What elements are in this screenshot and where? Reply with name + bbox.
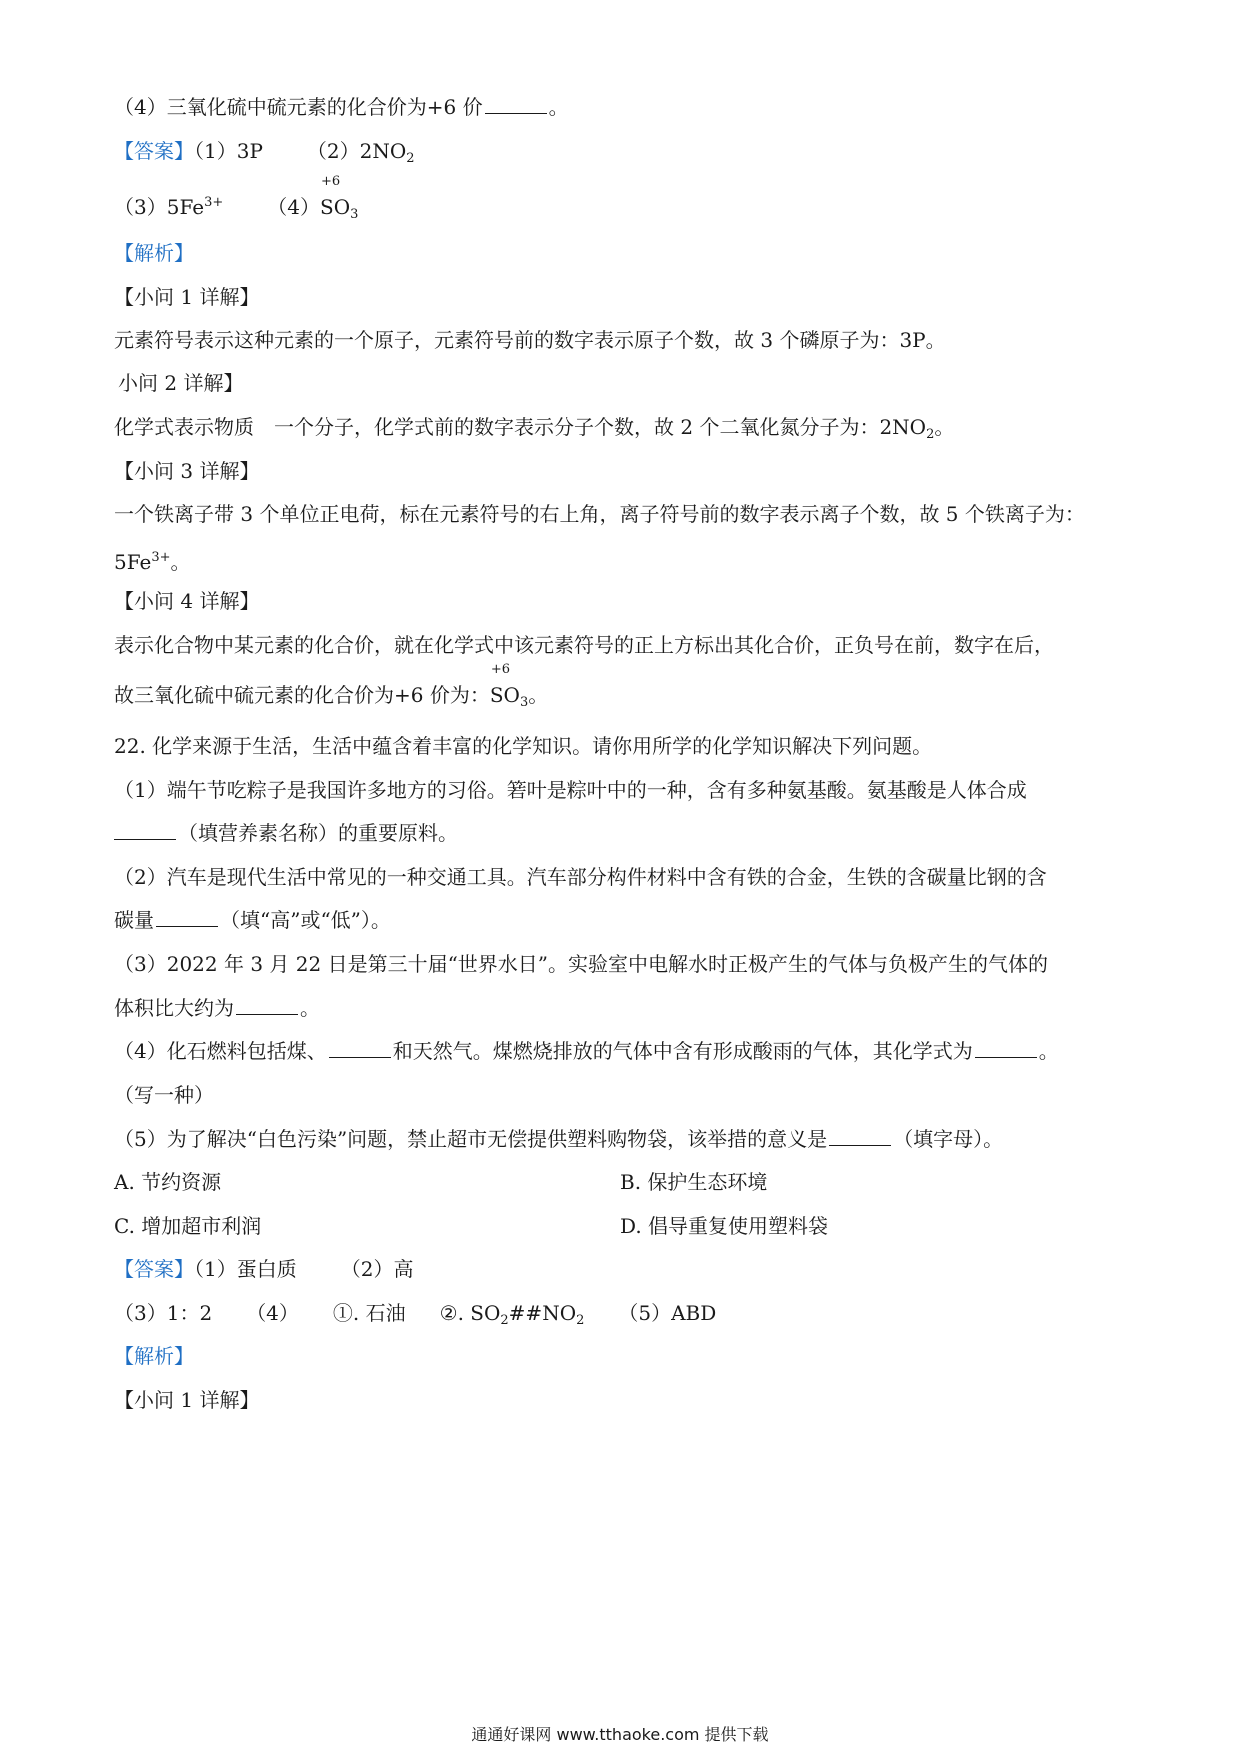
option-a: A. 节约资源 [114,1170,222,1194]
answer-label: 【答案】 [114,139,194,163]
answer-blank [485,95,547,114]
q22-answer-line-2 [114,1298,1130,1336]
answer-blank [329,1039,391,1058]
answer-blank [236,996,298,1015]
answer-item: （1）蛋白质 [194,1257,297,1281]
q22-part2-line1: （2）汽车是现代生活中常见的一种交通工具。汽车部分构件材料中含有铁的合金，生铁的含碳量比钢的含 [114,865,1047,889]
q22-answer-line-1 [114,1254,1130,1284]
q22-part5-prompt: （5）为了解决“白色污染”问题，禁止超市无偿提供塑料购物袋，该举措的意义是 （填字母）。 [114,1127,1004,1151]
q21-answer-line-2: $(3)5Fe^{3+}$ （4） +6 $SO_3$ [114,174,359,222]
q21-sub4-text: 表示化合物中某元素的化合价，就在化学式中该元素符号的正上方标出其化合价，正负号在前，数字在后， [114,633,1054,657]
q21-sub4-text-2: 故三氧化硫中硫元素的化合价为+6 价为： +6 $SO_3$。 [114,662,549,710]
q21-analysis-label: 【解析】 [114,241,194,265]
q21-sub3-heading: 【小问 3 详解】 [114,459,260,483]
answer-blank [156,908,218,927]
answer-item: $(2)2NO_2$ [306,139,415,166]
q22-part4-line1: （4）化石燃料包括煤、 和天然气。煤燃烧排放的气体中含有形成酸雨的气体，其化学式为 。 [114,1039,1059,1063]
q21-sub3-text-2: $5Fe^{3+}$。 [114,550,191,574]
q22-part2-line2: 碳量 （填“高”或“低”）。 [114,908,391,932]
q21-sub1-heading: 【小问 1 详解】 [114,285,260,309]
answer-blank [114,821,176,840]
q21-sub4-heading: 【小问 4 详解】 [114,589,260,613]
q21-part4-prompt [114,92,1130,122]
q22-analysis-label: 【解析】 [114,1344,194,1368]
q22-part1-line2: （填营养素名称）的重要原料。 [114,818,1130,848]
q22-part3-line1: （3）2022 年 3 月 22 日是第三十届“世界水日”。实验室中电解水时正极产生的气体与负极产生的气体的 [114,952,1049,976]
answer-item: （1）3P [194,139,263,163]
q22-stem: 22. 化学来源于生活，生活中蕴含着丰富的化学知识。请你用所学的化学知识解决下列问题。 [114,734,933,758]
answer-item: （4） [267,195,320,219]
option-c: C. 增加超市利润 [114,1214,262,1238]
answer-label: 【答案】 [114,1257,194,1281]
answer-item: （3）1：2 [114,1301,213,1325]
option-d: D. 倡导重复使用塑料袋 [620,1214,829,1238]
page-footer: 通通好课网 www.tthaoke.com 提供下载 [471,1725,769,1744]
q22-part3-line2: 体积比大约为 。 [114,996,320,1020]
answer-item: $(3)5Fe^{3+}$ [114,195,224,219]
q21-answer-line-1 [114,136,1130,174]
q21-sub1-text: 元素符号表示这种元素的一个原子，元素符号前的数字表示原子个数，故 3 个磷原子为：3P。 [114,328,946,352]
answer-item: （5）ABD [618,1301,717,1325]
answer-blank [975,1039,1037,1058]
answer-item: ②. $SO_2\#\#NO_2$ [439,1301,585,1328]
prompt-text: （4）三氧化硫中硫元素的化合价为+6 价 [114,95,483,119]
valence-formula: +6 S [489,662,511,707]
answer-item: （4） [246,1301,299,1325]
prompt-text: 。 [548,95,569,119]
valence-formula: +6 S [319,174,341,219]
q21-sub2-heading: 小问 2 详解】 [118,371,244,395]
q22-sub1-heading: 【小问 1 详解】 [114,1388,260,1412]
option-b: B. 保护生态环境 [620,1170,768,1194]
q22-part1-line1: （1）端午节吃粽子是我国许多地方的习俗。箬叶是粽叶中的一种，含有多种氨基酸。氨基酸是人体合成 [114,778,1027,802]
answer-blank [829,1127,891,1146]
q21-sub2-text: 化学式表示物质 一个分子，化学式前的数字表示分子个数，故 2 个二氧化氮分子为：$2NO_2$。 [114,415,955,442]
q22-part4-line2: （写一种） [114,1083,214,1107]
answer-item: （2）高 [340,1257,414,1281]
q21-sub3-text: 一个铁离子带 3 个单位正电荷，标在元素符号的右上角，离子符号前的数字表示离子个数，故 5 个铁离子为： [114,502,1085,526]
answer-item: ①. 石油 [332,1301,406,1325]
